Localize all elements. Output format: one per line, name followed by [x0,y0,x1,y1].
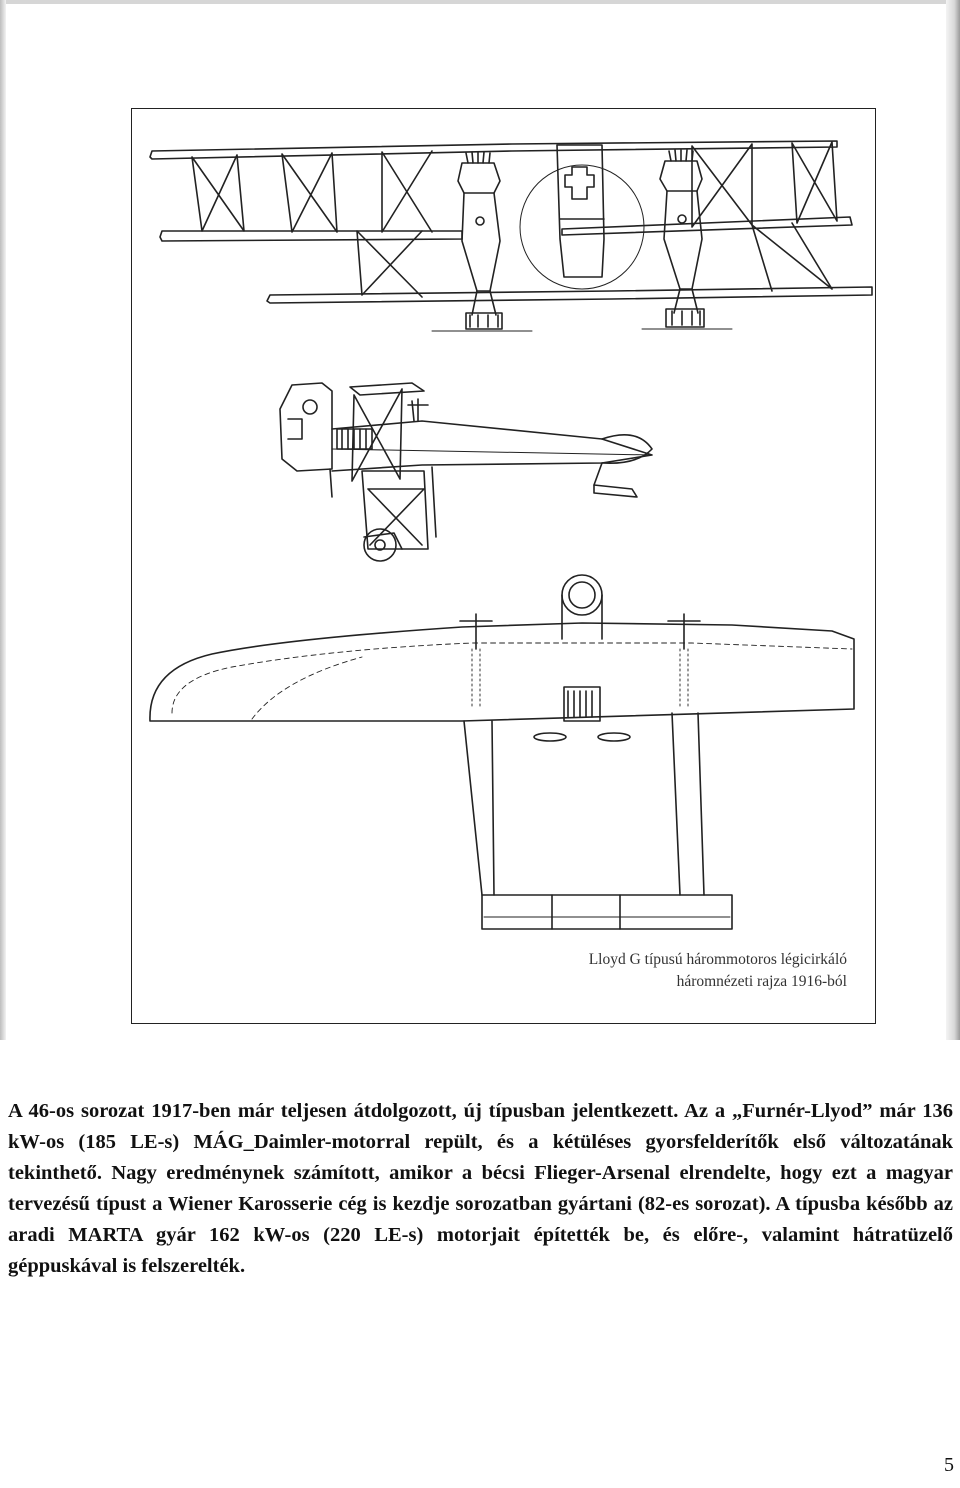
caption-line-2: háromnézeti rajza 1916-ból [676,973,847,990]
scan-top-edge [0,0,960,4]
body-paragraph: A 46-os sorozat 1917-ben már teljesen átdolgozott, új típusban jelentkezett. Az a „Furnér-Llyod” már 136 kW-os (185 LE-s) MÁG_Daimler-motorral repült, és a kétüléses gyorsfelderítők első változatának tekinthető. Nagy eredménynek számított, amikor a bécsi Flieger-Arsenal elrendelte, hogy ezt a magyar tervezésű típust a Wiener Karosserie cég is kezdje sorozatban gyártani (82-es sorozat). A típusba később az aradi MARTA gyár 162 kW-os (220 LE-s) motorjait építették be, és előre-, valamint hátratüzelő géppuskával is felszerelték. [8,1100,953,1277]
caption-line-1: Lloyd G típusú hárommotoros légicirkáló [588,951,847,968]
figure-plate [131,108,876,1024]
top-view [150,575,854,929]
aircraft-three-view-drawing [132,109,877,1025]
scan-right-edge [946,0,960,1040]
figure-caption [527,949,847,993]
front-view [150,141,872,331]
page-number: 5 [944,1454,954,1476]
scan-left-edge [0,0,6,1040]
side-view [280,383,652,561]
